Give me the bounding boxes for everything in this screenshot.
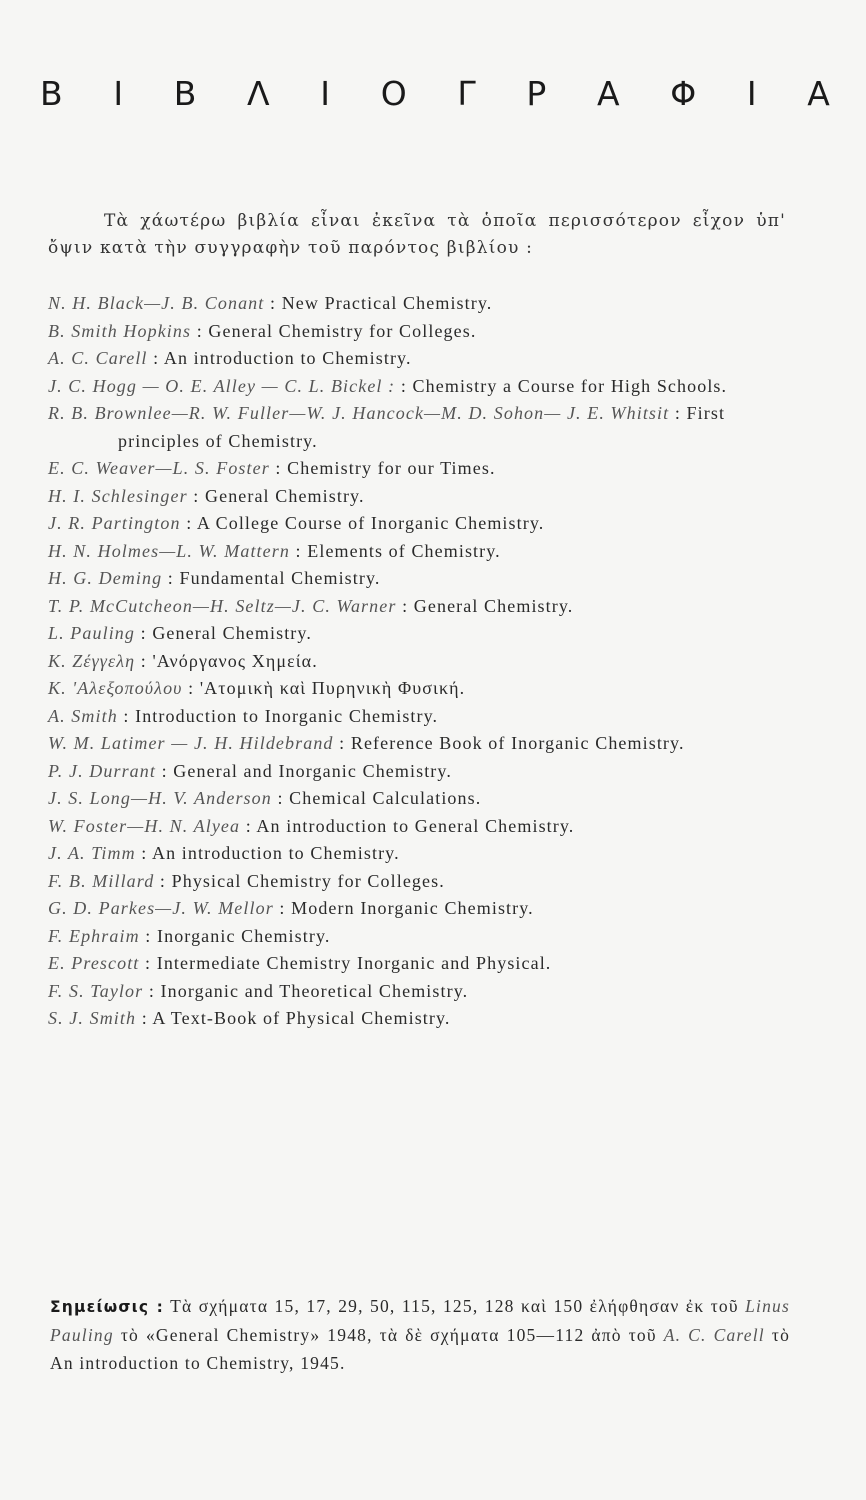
entry-title: Fundamental Chemistry. bbox=[179, 568, 381, 588]
entry-title: Modern Inorganic Chemistry. bbox=[291, 898, 534, 918]
bibliography-entry: J. S. Long—H. V. Anderson : Chemical Calculations. bbox=[48, 788, 482, 808]
entry-title: A Text-Book of Physical Chemistry. bbox=[152, 1008, 451, 1028]
bibliography-entry: R. B. Brownlee—R. W. Fuller—W. J. Hancock—M. D. Sohon— J. E. Whitsit : First principles of Chemistry. bbox=[48, 403, 726, 451]
entry-title: An introduction to Chemistry. bbox=[152, 843, 400, 863]
entry-authors: K. Ζέγγελη bbox=[48, 650, 136, 671]
entry-authors: H. I. Schlesinger bbox=[48, 485, 188, 506]
title-letter: Ρ bbox=[526, 74, 547, 113]
footnote-text-1: Τὰ σχήματα 15, 17, 29, 50, 115, 125, 128 καὶ 150 ἐλήφθησαν ἐκ τοῦ bbox=[170, 1296, 739, 1316]
entry-authors: L. Pauling bbox=[48, 623, 136, 643]
bibliography-entry: T. P. McCutcheon—H. Seltz—J. C. Warner : General Chemistry. bbox=[48, 595, 574, 616]
entry-title: Elements of Chemistry. bbox=[307, 540, 501, 561]
page-title bbox=[40, 74, 830, 113]
entry-title: General Chemistry for Colleges. bbox=[208, 320, 477, 341]
entry-title: Introduction to Inorganic Chemistry. bbox=[135, 705, 439, 726]
bibliography-entry: H. G. Deming : Fundamental Chemistry. bbox=[48, 568, 381, 588]
bibliography-entry: H. N. Holmes—L. W. Mattern : Elements of Chemistry. bbox=[48, 540, 501, 561]
bibliography-entry: J. R. Partington : A College Course of Inorganic Chemistry. bbox=[48, 513, 545, 533]
footnote-text-3: τὸ An introduction to Chemistry, 1945. bbox=[50, 1325, 791, 1373]
entry-title: General Chemistry. bbox=[152, 623, 312, 643]
bibliography-entry: F. S. Taylor : Inorganic and Theoretical Chemistry. bbox=[48, 980, 469, 1001]
entry-title: An introduction to Chemistry. bbox=[163, 348, 412, 368]
intro-paragraph: Τὰ χάωτέρω βιβλία εἶναι ἐκεῖνα τὰ ὁποῖα περισσότερον εἶχον ὑπ' ὄψιν κατὰ τὴν συγγραφὴν τοῦ παρόντος βιβλίου : bbox=[48, 211, 786, 258]
footnote-text-2: τὸ «General Chemistry» 1948, τὰ δὲ σχήματα 105—112 ἀπὸ τοῦ bbox=[120, 1325, 657, 1345]
bibliography-entry: F. B. Millard : Physical Chemistry for Colleges. bbox=[48, 870, 445, 891]
entry-title: 'Ατομικὴ καὶ Πυρηνικὴ Φυσική. bbox=[199, 678, 466, 698]
bibliography-entry: E. C. Weaver—L. S. Foster : Chemistry for our Times. bbox=[48, 458, 496, 478]
entry-title: Chemistry for our Times. bbox=[287, 458, 496, 478]
footnote bbox=[50, 1292, 790, 1377]
entry-title: An introduction to General Chemistry. bbox=[256, 815, 575, 836]
footnote-author-1: Linus Pauling bbox=[50, 1296, 791, 1345]
entry-authors: W. Foster—H. N. Alyea bbox=[48, 815, 241, 836]
title-letter: Λ bbox=[247, 74, 270, 113]
bibliography-entry: S. J. Smith : A Text-Book of Physical Chemistry. bbox=[48, 1008, 451, 1028]
bibliography-entry: W. M. Latimer — J. H. Hildebrand : Reference Book of Inorganic Chemistry. bbox=[48, 733, 685, 753]
bibliography-entry: A. C. Carell : An introduction to Chemistry. bbox=[48, 348, 412, 368]
entry-title: A College Course of Inorganic Chemistry. bbox=[196, 513, 545, 533]
title-letter: Β bbox=[173, 74, 197, 113]
entry-authors: E. C. Weaver—L. S. Foster bbox=[48, 458, 270, 478]
entry-authors: A. Smith bbox=[48, 705, 118, 726]
footnote-author-2: A. C. Carell bbox=[663, 1325, 765, 1345]
bibliography-entry: J. C. Hogg — O. E. Alley — C. L. Bickel : : Chemistry a Course for High Schools. bbox=[48, 375, 728, 396]
entry-authors: F. S. Taylor bbox=[48, 980, 144, 1001]
title-letter: Γ bbox=[457, 74, 476, 113]
bibliography-entry: B. Smith Hopkins : General Chemistry for Colleges. bbox=[48, 320, 477, 341]
entry-authors: N. H. Black—J. B. Conant bbox=[48, 293, 265, 313]
title-letter: Α bbox=[807, 74, 830, 113]
entry-authors: K. 'Αλεξοπούλου bbox=[48, 678, 183, 698]
entry-authors: G. D. Parkes—J. W. Mellor bbox=[48, 898, 274, 918]
entry-authors: S. J. Smith bbox=[48, 1008, 137, 1028]
entry-authors: T. P. McCutcheon—H. Seltz—J. C. Warner bbox=[48, 595, 397, 616]
bibliography-entry: E. Prescott : Intermediate Chemistry Inorganic and Physical. bbox=[48, 953, 552, 973]
entry-title: Physical Chemistry for Colleges. bbox=[171, 870, 445, 891]
footnote-label: Σημείωσις : bbox=[50, 1298, 165, 1316]
entry-title: Chemistry a Course for High Schools. bbox=[412, 375, 728, 396]
entry-authors: F. B. Millard bbox=[48, 870, 155, 891]
entry-title: 'Ανόργανος Χημεία. bbox=[152, 650, 318, 671]
entry-title: Intermediate Chemistry Inorganic and Physical. bbox=[156, 953, 552, 973]
bibliography-entry: L. Pauling : General Chemistry. bbox=[48, 623, 312, 643]
entry-authors: J. C. Hogg — O. E. Alley — C. L. Bickel : bbox=[48, 375, 396, 396]
bibliography-entry: N. H. Black—J. B. Conant : New Practical Chemistry. bbox=[48, 293, 493, 313]
entry-authors: E. Prescott bbox=[48, 953, 140, 973]
entry-authors: J. S. Long—H. V. Anderson bbox=[48, 788, 272, 808]
entry-authors: B. Smith Hopkins bbox=[48, 320, 192, 341]
entry-authors: F. Ephraim bbox=[48, 925, 140, 946]
bibliography-entry: G. D. Parkes—J. W. Mellor : Modern Inorganic Chemistry. bbox=[48, 898, 534, 918]
entry-authors: J. A. Timm bbox=[48, 843, 136, 863]
entry-title: Inorganic Chemistry. bbox=[157, 925, 331, 946]
title-letter: Φ bbox=[670, 74, 697, 113]
title-letter: Ο bbox=[380, 74, 407, 113]
entry-authors: P. J. Durrant bbox=[48, 760, 156, 781]
title-letter: Α bbox=[596, 74, 620, 113]
title-letter: Ι bbox=[746, 74, 757, 113]
bibliography-entry: J. A. Timm : An introduction to Chemistry. bbox=[48, 843, 400, 863]
entry-title: General Chemistry. bbox=[413, 595, 574, 616]
bibliography-entry: A. Smith : Introduction to Inorganic Chemistry. bbox=[48, 705, 439, 726]
entry-title: Chemical Calculations. bbox=[289, 788, 482, 808]
entry-title: Inorganic and Theoretical Chemistry. bbox=[160, 980, 469, 1001]
entry-authors: W. M. Latimer — J. H. Hildebrand bbox=[48, 733, 334, 753]
entry-title: General Chemistry. bbox=[205, 485, 365, 506]
bibliography-entry: W. Foster—H. N. Alyea : An introduction to General Chemistry. bbox=[48, 815, 575, 836]
entry-title: First principles of Chemistry. bbox=[118, 403, 726, 451]
entry-title: New Practical Chemistry. bbox=[281, 293, 493, 313]
entry-authors: R. B. Brownlee—R. W. Fuller—W. J. Hancock—M. D. Sohon— J. E. Whitsit bbox=[48, 403, 670, 423]
title-letter: Ι bbox=[320, 74, 331, 113]
entry-title: Reference Book of Inorganic Chemistry. bbox=[350, 733, 685, 753]
bibliography-entry: K. Ζέγγελη : 'Ανόργανος Χημεία. bbox=[48, 650, 318, 671]
entry-authors: H. G. Deming bbox=[48, 568, 163, 588]
bibliography-list bbox=[48, 290, 788, 1033]
bibliography-entry: H. I. Schlesinger : General Chemistry. bbox=[48, 485, 365, 506]
bibliography-entry: F. Ephraim : Inorganic Chemistry. bbox=[48, 925, 331, 946]
entry-title: General and Inorganic Chemistry. bbox=[173, 760, 452, 781]
bibliography-entry: P. J. Durrant : General and Inorganic Chemistry. bbox=[48, 760, 452, 781]
title-letter: Ι bbox=[113, 74, 124, 113]
entry-authors: J. R. Partington bbox=[48, 513, 181, 533]
entry-authors: H. N. Holmes—L. W. Mattern bbox=[48, 540, 290, 561]
title-letter: Β bbox=[40, 74, 63, 113]
entry-authors: A. C. Carell bbox=[48, 348, 148, 368]
bibliography-entry: K. 'Αλεξοπούλου : 'Ατομικὴ καὶ Πυρηνικὴ Φυσική. bbox=[48, 678, 466, 698]
